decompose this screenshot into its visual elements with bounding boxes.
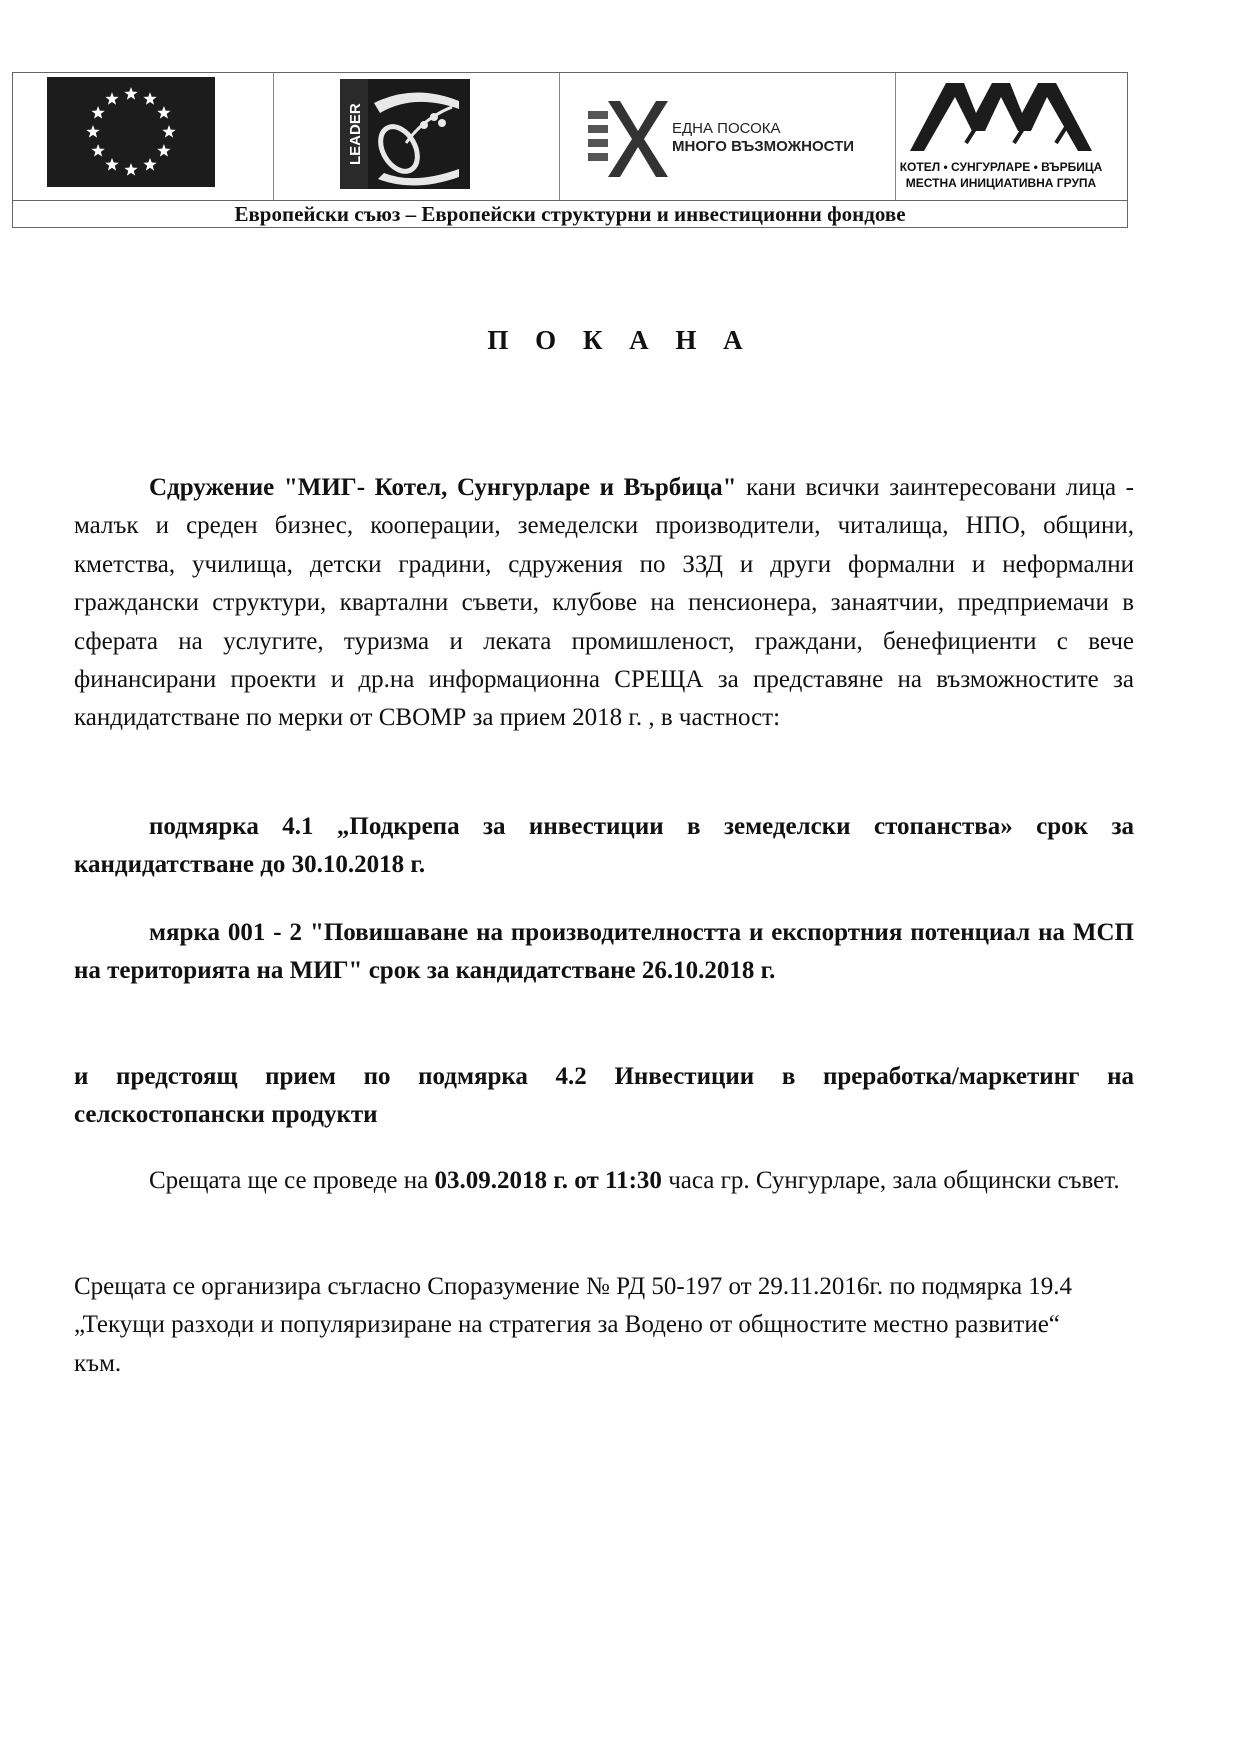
agreement-paragraph: Срещата се организира съгласно Споразумение № РД 50-197 от 29.11.2016г. по подмярка 19.4 „Текущи разходи и популяризиране на стратегия за Водено от общностите местно развитие“ към. (74, 1273, 1073, 1377)
organization-name: Сдружение "МИГ- Котел, Сунгурларе и Върбица" (149, 474, 737, 501)
mig-logo-cell (896, 73, 1130, 200)
meeting-prefix: Срещата ще се проведе на (149, 1167, 435, 1194)
esif-logo-line1: ЕДНА ПОСОКА (672, 120, 781, 137)
eu-flag-cell (13, 73, 274, 200)
leader-logo-icon (274, 73, 560, 199)
eu-funds-caption: Европейски съюз – Европейски структурни и инвестиционни фондове (234, 202, 906, 226)
esif-logo-cell (560, 73, 896, 200)
leader-logo-cell (274, 73, 560, 200)
header-logo-table (12, 72, 1128, 228)
intro-paragraph (74, 469, 1134, 738)
leader-logo-text: LEADER (347, 103, 364, 165)
mig-logo-line1: КОТЕЛ • СУНГУРЛАРЕ • ВЪРБИЦА (899, 160, 1103, 174)
mig-logo-line2: МЕСТНА ИНИЦИАТИВНА ГРУПА (905, 176, 1097, 190)
measure-001-2: мярка 001 - 2 "Повишаване на производителността и експортния потенциал на МСП на територията на МИГ" срок за кандидатстване 26.10.2018 г. (74, 919, 1134, 985)
meeting-datetime: 03.09.2018 г. от 11:30 (434, 1167, 662, 1194)
document-title: П О К А Н А (487, 325, 753, 355)
measure-4-2: и предстоящ прием по подмярка 4.2 Инвестиции в преработка/маркетинг на селскостопански продукти (74, 1063, 1134, 1129)
logo-row (13, 73, 1127, 201)
intro-text: кани всички заинтересовани лица - малък и среден бизнес, кооперации, земеделски производители, читалища, НПО, общини, кметства, училища, детски градини, сдружения по ЗЗД и други формални и неформални граждански структури, квартални съвети, клубове на пенсионера, занаятчии, предприемачи в сферата на услугите, туризма и леката промишленост, граждани, бенефициенти с вече финансирани проекти и др.на информационна СРЕЩА за представяне на възможностите за кандидатстване по мерки от СВОМР за прием 2018 г. , в частност: (74, 474, 1134, 732)
esif-logo-icon (560, 73, 896, 199)
mig-logo-icon (896, 73, 1130, 199)
esif-logo-line2: МНОГО ВЪЗМОЖНОСТИ (672, 138, 855, 155)
meeting-paragraph (74, 1162, 1134, 1200)
meeting-suffix: часа гр. Сунгурларе, зала общински съвет. (661, 1167, 1120, 1194)
measure-4-1: подмярка 4.1 „Подкрепа за инвестиции в земеделски стопанства» срок за кандидатстване до 30.10.2018 г. (74, 813, 1134, 879)
eu-flag-icon (13, 73, 274, 199)
